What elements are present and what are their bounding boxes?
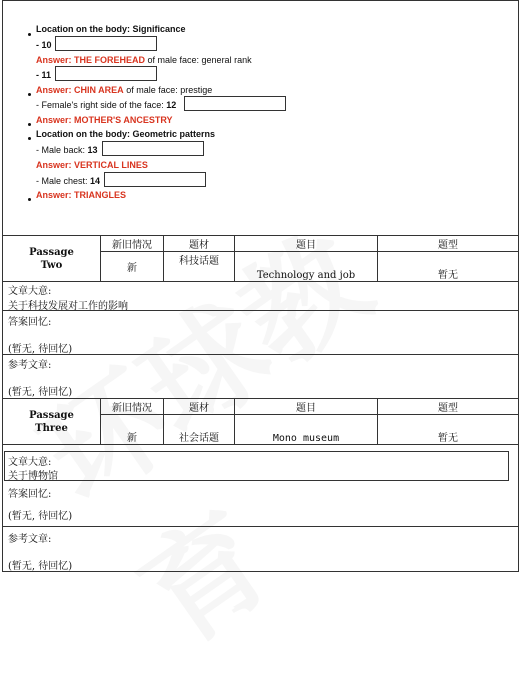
- col-header: 题目: [235, 399, 378, 415]
- answer-line: Answer: MOTHER'S ANCESTRY: [36, 115, 173, 125]
- answer-input-11[interactable]: [55, 66, 157, 81]
- col-header: 题型: [378, 399, 519, 415]
- cell-title: Mono museum: [235, 415, 378, 445]
- question-number: - 11: [36, 70, 52, 80]
- cell-topic: 科技话题: [164, 252, 235, 282]
- cell-topic: 社会话题: [164, 415, 235, 445]
- col-header: 题目: [235, 236, 378, 252]
- col-header: 题材: [164, 236, 235, 252]
- col-header: 新旧情况: [101, 236, 164, 252]
- reference-text: (暂无, 待回忆): [8, 561, 73, 572]
- cell-status: 新: [101, 415, 164, 445]
- passage-three-table: [2, 398, 519, 445]
- reference-label: 参考文章:: [8, 360, 52, 371]
- cell-title: Technology and job: [235, 252, 378, 282]
- summary-text: 关于博物馆: [8, 471, 58, 482]
- passage-name: Passage Two: [3, 236, 101, 282]
- passage-two-table: [2, 235, 519, 282]
- cell-type: 暂无: [378, 415, 519, 445]
- question-line: - Male back: 13: [36, 145, 98, 155]
- answer-line: Answer: CHIN AREA of male face: prestige: [36, 85, 213, 95]
- col-header: 题型: [378, 236, 519, 252]
- answer-line: Answer: VERTICAL LINES: [36, 160, 148, 170]
- answer-line: Answer: THE FOREHEAD of male face: general rank: [36, 55, 252, 65]
- question-number: - 10: [36, 40, 52, 50]
- summary-text: 关于科技发展对工作的影响: [8, 301, 128, 312]
- reference-text: (暂无, 待回忆): [8, 387, 73, 398]
- answer-text: (暂无, 待回忆): [8, 511, 73, 522]
- answer-label: 答案回忆:: [8, 489, 52, 500]
- section-label: Location on the body: Significance: [36, 24, 186, 34]
- answer-label: 答案回忆:: [8, 317, 52, 328]
- cell-status: 新: [101, 252, 164, 282]
- reference-label: 参考文章:: [8, 534, 52, 545]
- section-label: Location on the body: Geometric patterns: [36, 129, 216, 139]
- answer-input-14[interactable]: [104, 172, 206, 187]
- answer-input-10[interactable]: [55, 36, 157, 51]
- cell-type: 暂无: [378, 252, 519, 282]
- answer-input-13[interactable]: [102, 141, 204, 156]
- answer-text: (暂无, 待回忆): [8, 344, 73, 355]
- passage-name: Passage Three: [3, 399, 101, 445]
- col-header: 新旧情况: [101, 399, 164, 415]
- summary-label: 文章大意:: [8, 286, 52, 297]
- summary-box: [4, 451, 509, 481]
- question-line: - Male chest: 14: [36, 176, 101, 186]
- answer-input-12[interactable]: [184, 96, 286, 111]
- question-line: - Female's right side of the face: 12: [36, 100, 177, 110]
- col-header: 题材: [164, 399, 235, 415]
- summary-label: 文章大意:: [8, 457, 52, 468]
- answer-line: Answer: TRIANGLES: [36, 190, 127, 200]
